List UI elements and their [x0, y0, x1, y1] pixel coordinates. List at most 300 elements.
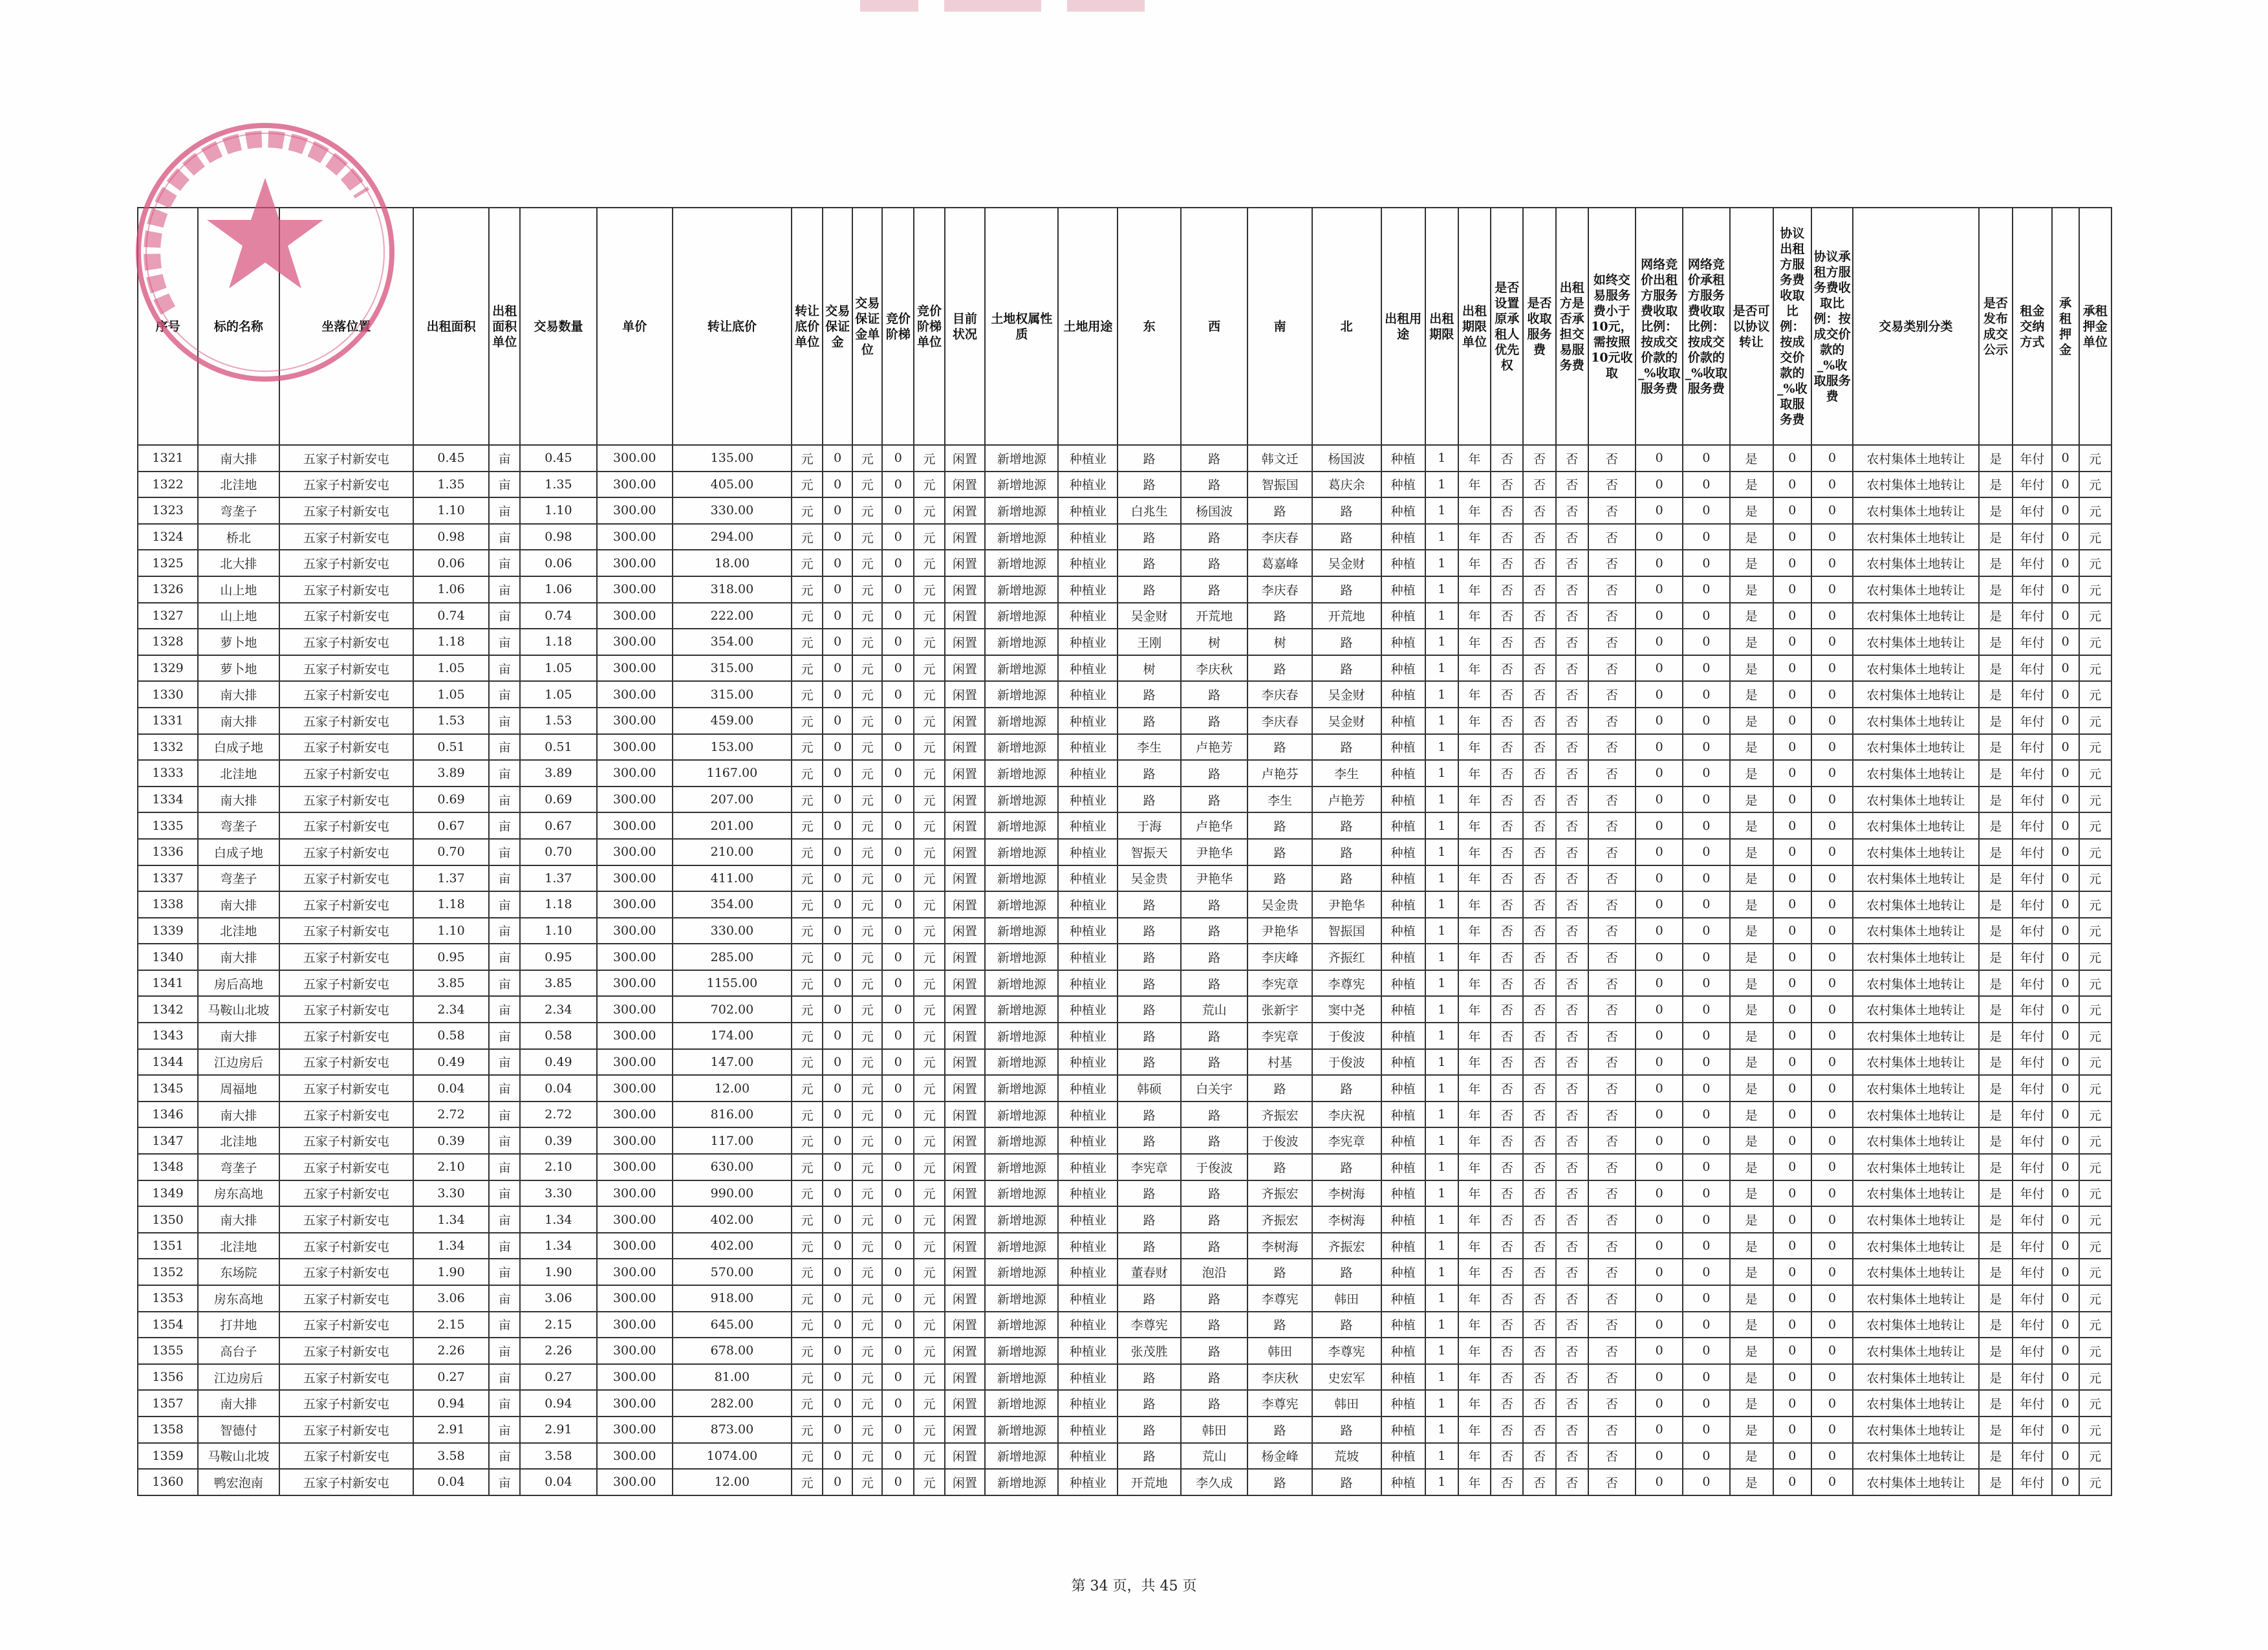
table-cell: 否	[1556, 708, 1588, 734]
table-cell: 0	[1683, 1127, 1729, 1154]
table-cell: 元	[792, 1075, 823, 1102]
table-row	[138, 576, 2111, 603]
table-cell: 0	[1636, 1390, 1683, 1417]
table-cell: 五家子村新安屯	[279, 1469, 413, 1495]
table-cell: 否	[1556, 655, 1588, 682]
table-cell: 路	[1181, 1049, 1248, 1076]
table-cell: 种植业	[1058, 524, 1118, 550]
table-cell: 否	[1556, 576, 1588, 603]
table-cell: 新增地源	[985, 1102, 1058, 1128]
table-cell: 年付	[2013, 1259, 2052, 1285]
table-cell: 李树海	[1312, 1180, 1381, 1207]
table-row	[138, 1154, 2111, 1180]
table-cell: 元	[2079, 524, 2111, 550]
table-cell: 210.00	[673, 839, 792, 865]
table-cell: 否	[1491, 1180, 1523, 1207]
table-cell: 否	[1556, 1259, 1588, 1285]
table-cell: 年付	[2013, 1338, 2052, 1364]
table-cell: 新增地源	[985, 1180, 1058, 1207]
table-cell: 元	[852, 708, 882, 734]
table-cell: 闲置	[945, 1102, 986, 1128]
table-cell: 元	[914, 1312, 944, 1338]
table-cell: 元	[852, 681, 882, 708]
table-cell: 元	[792, 1102, 823, 1128]
table-cell: 新增地源	[985, 839, 1058, 865]
table-cell: 农村集体土地转让	[1853, 1233, 1979, 1259]
table-cell: 0	[882, 497, 914, 524]
table-cell: 元	[914, 970, 944, 997]
table-cell: 否	[1491, 1312, 1523, 1338]
table-cell: 年付	[2013, 1390, 2052, 1417]
table-cell: 弯垄子	[198, 1154, 279, 1180]
table-cell: 路	[1312, 1312, 1381, 1338]
table-cell: 否	[1523, 1390, 1555, 1417]
table-cell: 是	[1730, 1154, 1773, 1180]
table-cell: 路	[1247, 603, 1312, 629]
table-cell: 0	[823, 1285, 852, 1312]
table-cell: 元	[792, 970, 823, 997]
table-cell: 白成子地	[198, 839, 279, 865]
table-cell: 年	[1458, 787, 1491, 813]
table-cell: 韩文迁	[1247, 445, 1312, 472]
table-cell: 0	[823, 445, 852, 472]
table-cell: 315.00	[673, 655, 792, 682]
table-cell: 五家子村新安屯	[279, 472, 413, 498]
table-cell: 新增地源	[985, 760, 1058, 787]
table-cell: 1.34	[520, 1206, 596, 1233]
table-cell: 1	[1425, 550, 1458, 576]
table-cell: 路	[1118, 524, 1180, 550]
table-cell: 0	[1636, 812, 1683, 839]
table-cell: 是	[1979, 1102, 2013, 1128]
table-cell: 0	[1683, 1443, 1729, 1470]
table-cell: 路	[1312, 1417, 1381, 1443]
table-cell: 元	[914, 1127, 944, 1154]
table-cell: 否	[1556, 787, 1588, 813]
table-cell: 年	[1458, 708, 1491, 734]
table-cell: 1339	[138, 918, 198, 944]
table-cell: 0	[1683, 603, 1729, 629]
table-cell: 桥北	[198, 524, 279, 550]
table-cell: 农村集体土地转让	[1853, 629, 1979, 655]
table-cell: 年付	[2013, 524, 2052, 550]
table-cell: 0	[1683, 996, 1729, 1023]
table-cell: 年	[1458, 472, 1491, 498]
table-cell: 元	[914, 839, 944, 865]
table-cell: 0	[1636, 681, 1683, 708]
table-cell: 0	[1683, 1023, 1729, 1049]
table-cell: 闲置	[945, 1206, 986, 1233]
table-cell: 是	[1730, 708, 1773, 734]
table-cell: 元	[2079, 1312, 2111, 1338]
table-cell: 于俊波	[1312, 1023, 1381, 1049]
table-cell: 新增地源	[985, 918, 1058, 944]
table-cell: 630.00	[673, 1154, 792, 1180]
table-cell: 330.00	[673, 918, 792, 944]
table-cell: 否	[1491, 944, 1523, 970]
table-cell: 元	[914, 472, 944, 498]
table-cell: 0	[1811, 550, 1853, 576]
table-cell: 0	[1683, 524, 1729, 550]
table-cell: 0.94	[520, 1390, 596, 1417]
table-cell: 0	[1811, 681, 1853, 708]
table-cell: 0	[1636, 970, 1683, 997]
table-cell: 年	[1458, 1206, 1491, 1233]
table-cell: 南大排	[198, 1102, 279, 1128]
table-cell: 葛庆余	[1312, 472, 1381, 498]
table-cell: 亩	[489, 996, 520, 1023]
table-cell: 种植	[1381, 734, 1425, 761]
table-cell: 否	[1491, 497, 1523, 524]
table-cell: 元	[2079, 760, 2111, 787]
table-cell: 李尊宪	[1312, 1338, 1381, 1364]
table-cell: 元	[792, 944, 823, 970]
table-cell: 0	[1811, 787, 1853, 813]
table-cell: 300.00	[597, 1390, 673, 1417]
table-cell: 否	[1523, 550, 1555, 576]
table-cell: 种植业	[1058, 681, 1118, 708]
table-cell: 是	[1730, 839, 1773, 865]
table-cell: 300.00	[597, 576, 673, 603]
table-row	[138, 1206, 2111, 1233]
table-cell: 300.00	[597, 1206, 673, 1233]
table-cell: 0	[1683, 1075, 1729, 1102]
table-cell: 新增地源	[985, 445, 1058, 472]
table-cell: 300.00	[597, 1417, 673, 1443]
table-cell: 0	[823, 1206, 852, 1233]
table-cell: 亩	[489, 497, 520, 524]
table-cell: 元	[792, 812, 823, 839]
table-cell: 年付	[2013, 1312, 2052, 1338]
table-cell: 1331	[138, 708, 198, 734]
table-cell: 韩硕	[1118, 1075, 1180, 1102]
table-cell: 2.15	[520, 1312, 596, 1338]
table-cell: 否	[1556, 1102, 1588, 1128]
table-cell: 北大排	[198, 550, 279, 576]
table-cell: 史宏军	[1312, 1364, 1381, 1391]
table-cell: 是	[1979, 918, 2013, 944]
table-cell: 闲置	[945, 550, 986, 576]
table-cell: 路	[1118, 1049, 1180, 1076]
table-cell: 年付	[2013, 1417, 2052, 1443]
table-cell: 是	[1979, 760, 2013, 787]
table-cell: 年付	[2013, 839, 2052, 865]
table-cell: 卢艳华	[1181, 812, 1248, 839]
table-cell: 新增地源	[985, 524, 1058, 550]
table-cell: 元	[852, 787, 882, 813]
table-cell: 路	[1247, 1259, 1312, 1285]
table-cell: 路	[1181, 1127, 1248, 1154]
table-cell: 否	[1556, 1023, 1588, 1049]
table-cell: 0	[2052, 1206, 2079, 1233]
table-cell: 否	[1491, 550, 1523, 576]
table-cell: 种植	[1381, 839, 1425, 865]
table-cell: 0	[1811, 891, 1853, 918]
table-cell: 年付	[2013, 734, 2052, 761]
table-cell: 0	[1811, 944, 1853, 970]
table-cell: 元	[2079, 1390, 2111, 1417]
table-cell: 年付	[2013, 708, 2052, 734]
table-cell: 0	[2052, 839, 2079, 865]
header-cell: 是否收取服务费	[1523, 208, 1555, 445]
table-cell: 李生	[1312, 760, 1381, 787]
table-cell: 李庆春	[1247, 524, 1312, 550]
table-cell: 1337	[138, 865, 198, 892]
table-cell: 0	[823, 550, 852, 576]
table-cell: 0	[1811, 1417, 1853, 1443]
table-cell: 白关宇	[1181, 1075, 1248, 1102]
table-cell: 尹艳华	[1312, 891, 1381, 918]
table-cell: 否	[1491, 655, 1523, 682]
table-cell: 1329	[138, 655, 198, 682]
table-cell: 五家子村新安屯	[279, 1338, 413, 1364]
table-cell: 房后高地	[198, 970, 279, 997]
table-cell: 种植	[1381, 629, 1425, 655]
table-cell: 五家子村新安屯	[279, 681, 413, 708]
table-cell: 元	[2079, 1469, 2111, 1495]
table-cell: 元	[2079, 1417, 2111, 1443]
table-cell: 0	[2052, 1469, 2079, 1495]
table-cell: 0	[882, 472, 914, 498]
table-cell: 117.00	[673, 1127, 792, 1154]
table-cell: 五家子村新安屯	[279, 996, 413, 1023]
table-cell: 否	[1491, 603, 1523, 629]
table-cell: 南大排	[198, 445, 279, 472]
table-cell: 0	[882, 1443, 914, 1470]
table-cell: 0.49	[413, 1049, 489, 1076]
table-cell: 张茂胜	[1118, 1338, 1180, 1364]
table-cell: 泡沿	[1181, 1259, 1248, 1285]
table-cell: 元	[792, 1206, 823, 1233]
table-cell: 否	[1556, 1443, 1588, 1470]
table-cell: 0	[1683, 787, 1729, 813]
table-cell: 否	[1556, 970, 1588, 997]
table-cell: 年	[1458, 1469, 1491, 1495]
table-cell: 1350	[138, 1206, 198, 1233]
table-cell: 0	[2052, 708, 2079, 734]
table-cell: 0	[2052, 603, 2079, 629]
table-cell: 0	[2052, 550, 2079, 576]
table-cell: 否	[1491, 1049, 1523, 1076]
table-cell: 尹艳华	[1181, 865, 1248, 892]
table-cell: 年付	[2013, 1102, 2052, 1128]
table-cell: 种植业	[1058, 787, 1118, 813]
header-cell: 交易类别分类	[1853, 208, 1979, 445]
table-cell: 1	[1425, 1049, 1458, 1076]
table-cell: 新增地源	[985, 812, 1058, 839]
table-cell: 树	[1181, 629, 1248, 655]
table-cell: 是	[1730, 1023, 1773, 1049]
table-row	[138, 1127, 2111, 1154]
table-cell: 种植	[1381, 681, 1425, 708]
header-cell: 出租面积	[413, 208, 489, 445]
table-cell: 1	[1425, 1180, 1458, 1207]
table-cell: 董春财	[1118, 1259, 1180, 1285]
table-cell: 种植	[1381, 550, 1425, 576]
table-cell: 0	[823, 839, 852, 865]
table-cell: 否	[1491, 970, 1523, 997]
table-cell: 年付	[2013, 1364, 2052, 1391]
table-cell: 种植	[1381, 655, 1425, 682]
table-cell: 种植业	[1058, 760, 1118, 787]
table-cell: 否	[1588, 655, 1636, 682]
table-cell: 0	[1773, 1049, 1812, 1076]
table-cell: 0	[1811, 629, 1853, 655]
table-cell: 李尊宪	[1247, 1285, 1312, 1312]
table-cell: 1347	[138, 1127, 198, 1154]
table-header	[138, 208, 2111, 445]
table-cell: 元	[792, 472, 823, 498]
table-cell: 元	[2079, 944, 2111, 970]
table-cell: 白成子地	[198, 734, 279, 761]
table-cell: 亩	[489, 1049, 520, 1076]
table-cell: 0	[2052, 891, 2079, 918]
table-cell: 年	[1458, 812, 1491, 839]
table-cell: 元	[914, 629, 944, 655]
table-cell: 元	[2079, 812, 2111, 839]
table-cell: 1341	[138, 970, 198, 997]
table-cell: 韩田	[1181, 1417, 1248, 1443]
table-cell: 闲置	[945, 812, 986, 839]
table-cell: 0.04	[413, 1075, 489, 1102]
table-cell: 300.00	[597, 944, 673, 970]
table-cell: 是	[1730, 865, 1773, 892]
table-cell: 否	[1588, 1180, 1636, 1207]
table-cell: 0	[1773, 787, 1812, 813]
table-cell: 年付	[2013, 445, 2052, 472]
table-cell: 元	[792, 1469, 823, 1495]
table-cell: 0	[1811, 734, 1853, 761]
table-cell: 否	[1556, 497, 1588, 524]
header-cell: 承租押金单位	[2079, 208, 2111, 445]
table-cell: 0	[1811, 472, 1853, 498]
table-cell: 种植业	[1058, 1259, 1118, 1285]
table-cell: 否	[1556, 1469, 1588, 1495]
table-cell: 否	[1556, 681, 1588, 708]
table-cell: 0	[2052, 524, 2079, 550]
table-cell: 否	[1588, 1075, 1636, 1102]
table-cell: 元	[914, 944, 944, 970]
table-cell: 否	[1523, 681, 1555, 708]
table-cell: 路	[1181, 944, 1248, 970]
table-cell: 亩	[489, 603, 520, 629]
table-cell: 是	[1979, 708, 2013, 734]
table-cell: 路	[1312, 839, 1381, 865]
table-cell: 亩	[489, 629, 520, 655]
table-cell: 新增地源	[985, 1206, 1058, 1233]
table-cell: 路	[1247, 1469, 1312, 1495]
table-cell: 1348	[138, 1154, 198, 1180]
table-cell: 0	[1773, 1259, 1812, 1285]
table-cell: 1	[1425, 445, 1458, 472]
table-cell: 3.30	[413, 1180, 489, 1207]
table-cell: 是	[1730, 812, 1773, 839]
table-cell: 五家子村新安屯	[279, 629, 413, 655]
table-cell: 元	[914, 865, 944, 892]
table-cell: 0	[1773, 812, 1812, 839]
table-cell: 是	[1730, 734, 1773, 761]
table-cell: 0	[1683, 1233, 1729, 1259]
table-cell: 否	[1491, 839, 1523, 865]
table-cell: 300.00	[597, 891, 673, 918]
table-cell: 是	[1979, 1469, 2013, 1495]
table-cell: 1	[1425, 1417, 1458, 1443]
table-cell: 五家子村新安屯	[279, 603, 413, 629]
table-cell: 北洼地	[198, 1127, 279, 1154]
table-cell: 0	[882, 891, 914, 918]
table-cell: 种植	[1381, 944, 1425, 970]
table-row	[138, 1102, 2111, 1128]
header-cell: 北	[1312, 208, 1381, 445]
table-cell: 3.58	[520, 1443, 596, 1470]
table-cell: 否	[1523, 1364, 1555, 1391]
table-cell: 否	[1556, 629, 1588, 655]
table-cell: 1322	[138, 472, 198, 498]
table-cell: 0	[1683, 734, 1729, 761]
table-cell: 葛嘉峰	[1247, 550, 1312, 576]
table-cell: 年	[1458, 1390, 1491, 1417]
table-cell: 亩	[489, 708, 520, 734]
table-cell: 否	[1556, 918, 1588, 944]
table-cell: 0	[823, 1259, 852, 1285]
table-cell: 0	[1811, 445, 1853, 472]
table-cell: 元	[852, 1390, 882, 1417]
table-cell: 年付	[2013, 655, 2052, 682]
table-cell: 是	[1979, 1390, 2013, 1417]
table-cell: 农村集体土地转让	[1853, 603, 1979, 629]
table-cell: 否	[1588, 708, 1636, 734]
table-cell: 农村集体土地转让	[1853, 1180, 1979, 1207]
table-cell: 300.00	[597, 1102, 673, 1128]
table-cell: 亩	[489, 734, 520, 761]
table-cell: 否	[1523, 918, 1555, 944]
table-cell: 南大排	[198, 708, 279, 734]
table-cell: 元	[852, 1312, 882, 1338]
table-cell: 0.74	[413, 603, 489, 629]
table-cell: 330.00	[673, 497, 792, 524]
table-cell: 种植	[1381, 1443, 1425, 1470]
table-cell: 0	[1773, 1154, 1812, 1180]
header-cell: 序号	[138, 208, 198, 445]
table-cell: 否	[1556, 1127, 1588, 1154]
table-cell: 0	[2052, 760, 2079, 787]
table-cell: 五家子村新安屯	[279, 445, 413, 472]
table-cell: 五家子村新安屯	[279, 812, 413, 839]
header-cell: 东	[1118, 208, 1180, 445]
table-cell: 2.72	[413, 1102, 489, 1128]
table-cell: 是	[1730, 891, 1773, 918]
table-cell: 李尊宪	[1247, 1390, 1312, 1417]
table-cell: 路	[1312, 812, 1381, 839]
table-cell: 元	[2079, 576, 2111, 603]
table-cell: 江边房后	[198, 1364, 279, 1391]
table-cell: 0	[2052, 1180, 2079, 1207]
table-cell: 0	[2052, 996, 2079, 1023]
table-cell: 年	[1458, 1443, 1491, 1470]
table-cell: 树	[1247, 629, 1312, 655]
table-cell: 元	[852, 1364, 882, 1391]
table-cell: 种植业	[1058, 1338, 1118, 1364]
table-cell: 路	[1312, 655, 1381, 682]
table-cell: 是	[1979, 603, 2013, 629]
table-cell: 否	[1523, 708, 1555, 734]
table-cell: 0	[1636, 1023, 1683, 1049]
table-cell: 否	[1556, 1049, 1588, 1076]
table-cell: 元	[792, 1285, 823, 1312]
table-cell: 元	[2079, 1102, 2111, 1128]
table-cell: 否	[1491, 1259, 1523, 1285]
table-cell: 0.70	[413, 839, 489, 865]
